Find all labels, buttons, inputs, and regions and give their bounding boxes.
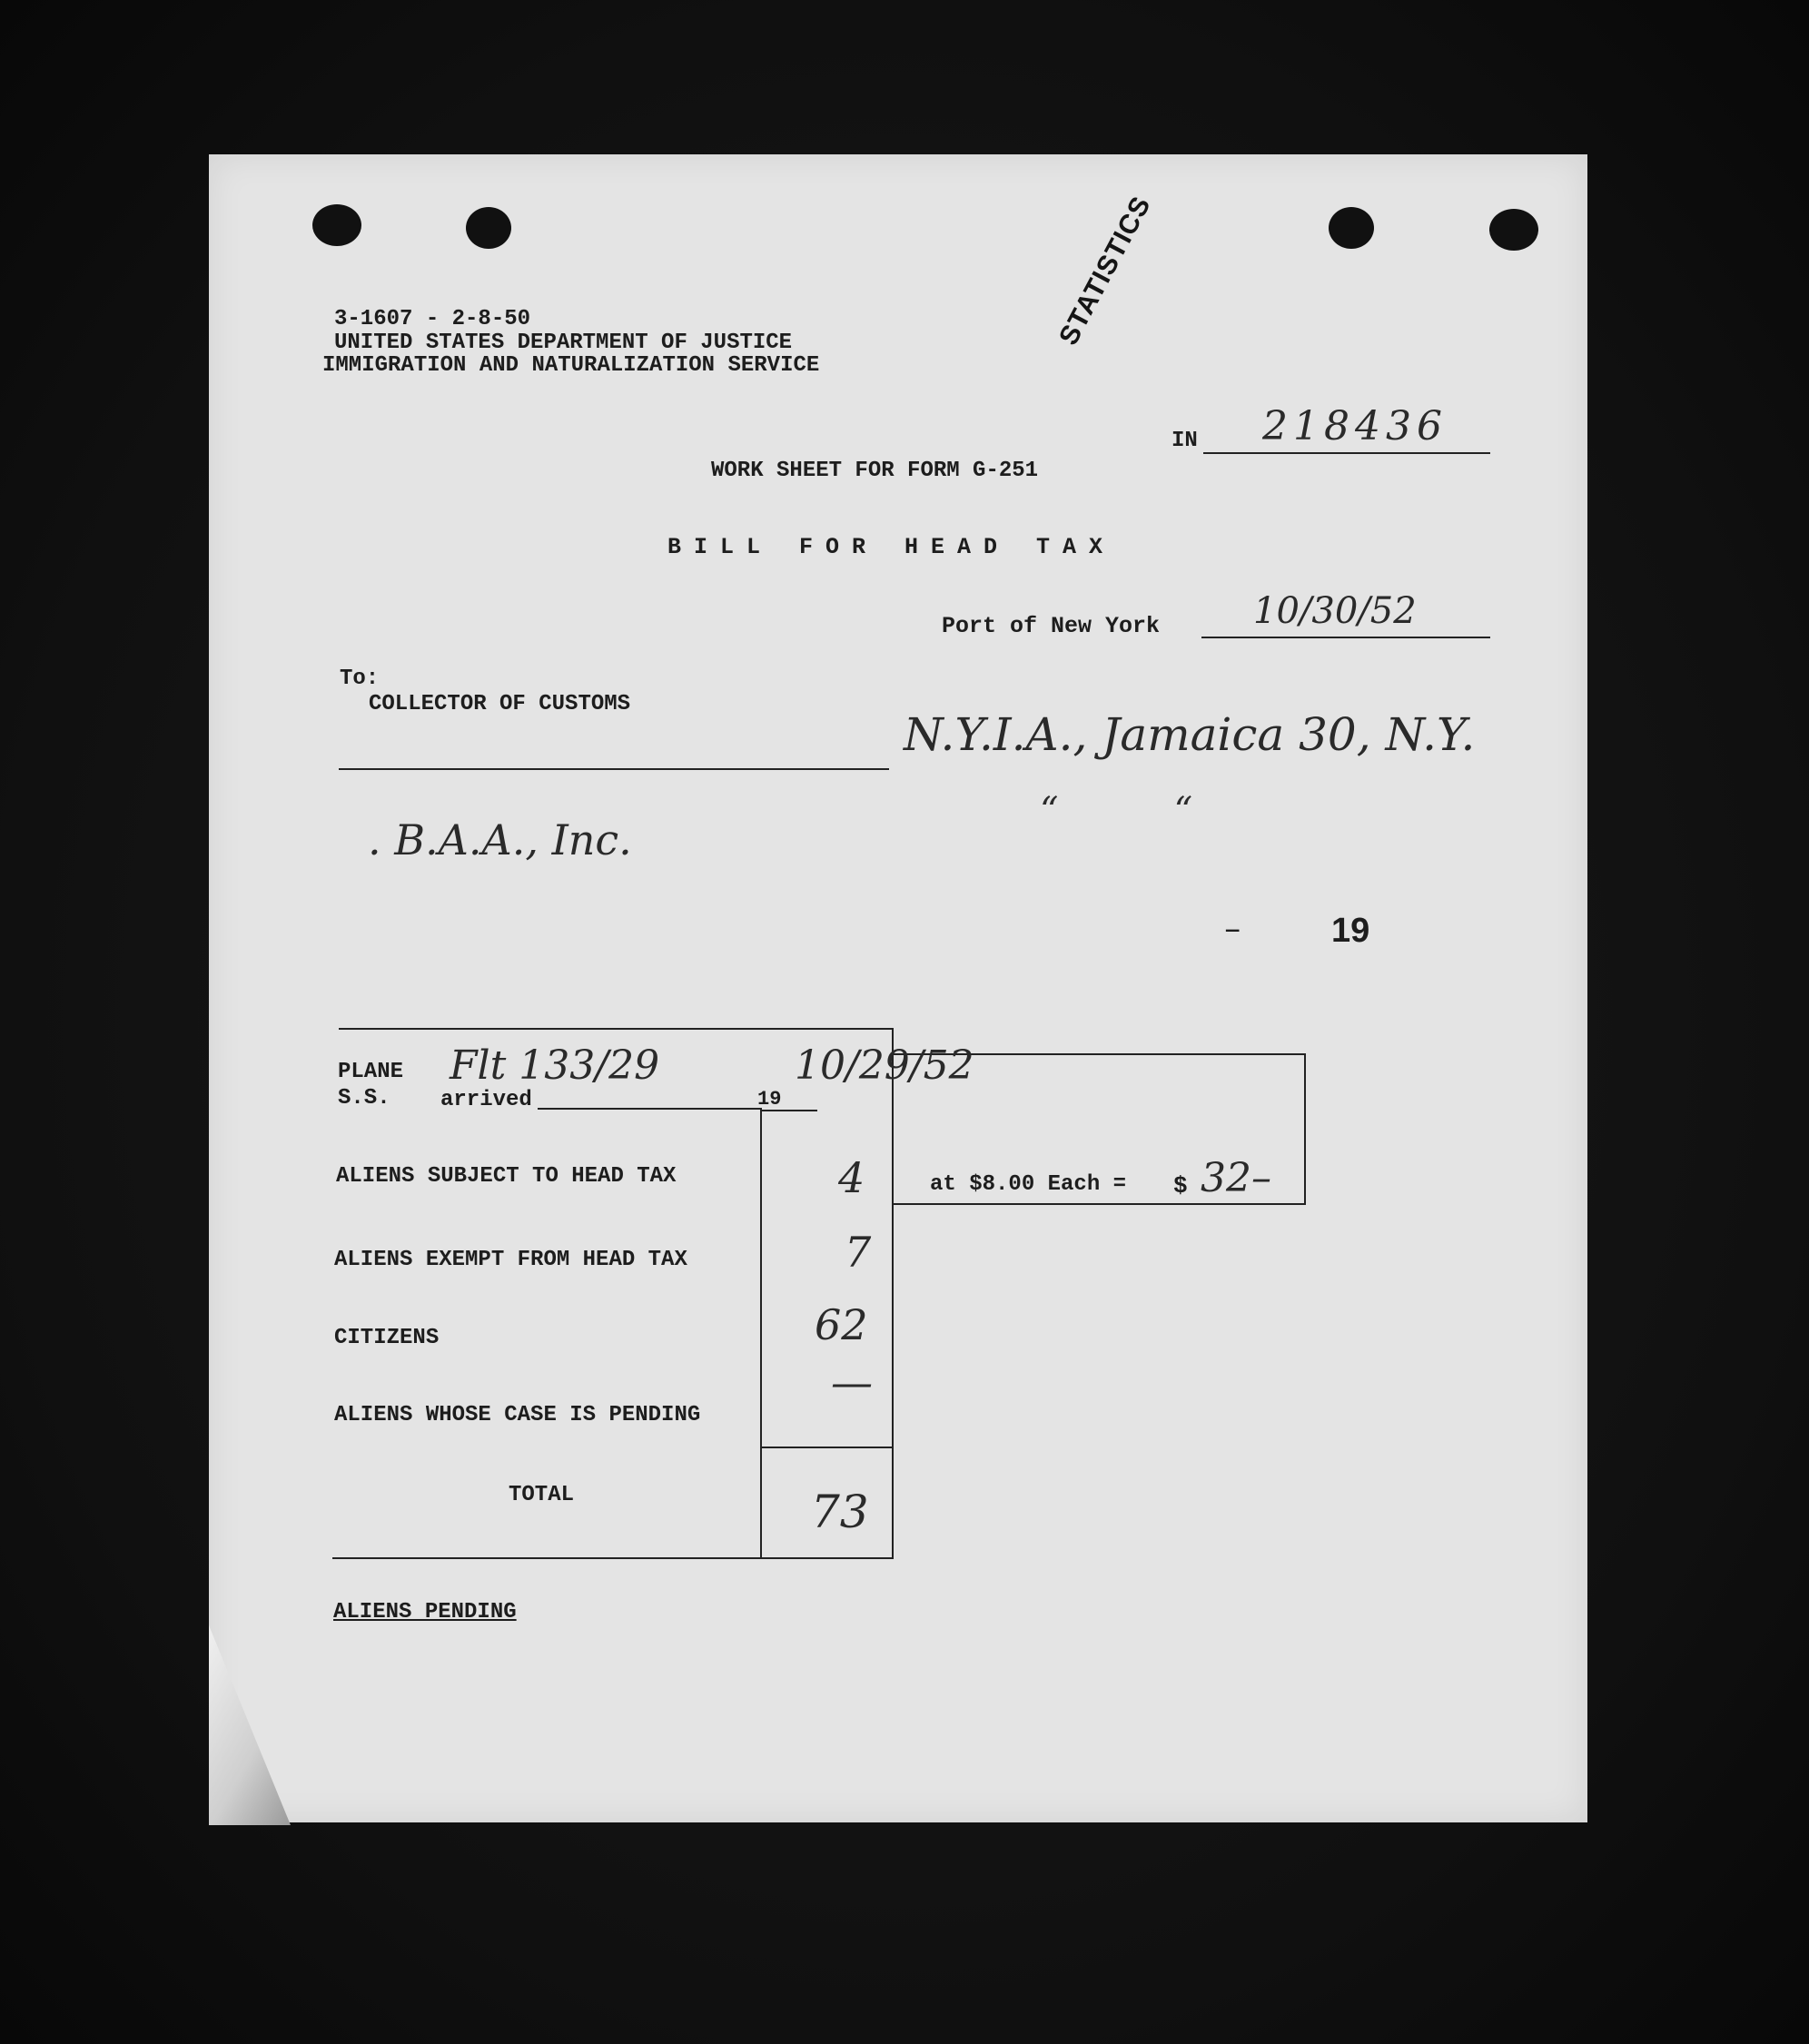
- handwritten-location: N.Y.I.A., Jamaica 30, N.Y.: [904, 708, 1476, 761]
- aliens-pending-heading: ALIENS PENDING: [333, 1600, 517, 1624]
- plane-label: PLANE: [338, 1060, 404, 1084]
- tax-amount: 32–: [1201, 1155, 1271, 1201]
- arrived-label: arrived: [440, 1088, 532, 1112]
- ditto-marks: “ “: [1040, 790, 1193, 832]
- rate-box-bottom: [894, 1203, 1306, 1205]
- value-column-left-rule: [760, 1108, 762, 1559]
- table-bottom-rule: [332, 1557, 894, 1559]
- table-top-rule: [339, 1028, 893, 1030]
- statistics-stamp: STATISTICS: [1053, 191, 1157, 351]
- collector-label: COLLECTOR OF CUSTOMS: [369, 692, 631, 716]
- in-label: IN: [1171, 429, 1198, 453]
- rate-box-right: [1304, 1053, 1306, 1205]
- table-right-rule: [892, 1028, 894, 1559]
- collector-underline: [339, 768, 889, 770]
- row-value-pending: —: [831, 1358, 873, 1407]
- year-label: 19: [1331, 912, 1370, 950]
- row-value-exempt: 7: [845, 1228, 872, 1277]
- row-label-citizens: CITIZENS: [334, 1326, 440, 1350]
- total-top-rule: [760, 1447, 894, 1448]
- ss-label: S.S.: [338, 1086, 390, 1111]
- row-label-exempt: ALIENS EXEMPT FROM HEAD TAX: [334, 1248, 687, 1272]
- year-dash: —: [1226, 919, 1240, 943]
- in-number-underline: [1203, 452, 1490, 454]
- punch-hole: [1329, 207, 1374, 249]
- in-number-value: 218436: [1262, 403, 1448, 449]
- port-date: 10/30/52: [1253, 590, 1417, 632]
- punch-hole: [466, 207, 511, 249]
- arrival-date: 10/29/52: [795, 1042, 974, 1089]
- total-value: 73: [811, 1486, 869, 1538]
- to-label: To:: [340, 667, 380, 691]
- year-prefix: 19: [757, 1088, 782, 1111]
- form-number: 3-1607 - 2-8-50: [334, 307, 531, 331]
- punch-hole: [312, 204, 361, 246]
- tax-currency: $: [1173, 1172, 1188, 1200]
- handwritten-company: . B.A.A., Inc.: [368, 815, 632, 864]
- arrived-underline: [538, 1108, 760, 1110]
- total-label: TOTAL: [509, 1483, 575, 1507]
- bill-title: BILL FOR HEAD TAX: [667, 534, 1116, 560]
- row-value-subject: 4: [838, 1153, 865, 1202]
- row-value-citizens: 62: [815, 1300, 868, 1349]
- department-name: UNITED STATES DEPARTMENT OF JUSTICE: [334, 331, 793, 355]
- row-label-pending: ALIENS WHOSE CASE IS PENDING: [334, 1403, 701, 1427]
- tax-rate-text: at $8.00 Each =: [930, 1172, 1127, 1197]
- work-sheet-title: WORK SHEET FOR FORM G-251: [711, 459, 1039, 483]
- row-label-subject: ALIENS SUBJECT TO HEAD TAX: [336, 1164, 677, 1189]
- port-date-underline: [1201, 637, 1490, 638]
- flight-value: Flt 133/29: [450, 1042, 660, 1089]
- service-name: IMMIGRATION AND NATURALIZATION SERVICE: [322, 353, 820, 378]
- port-label: Port of New York: [942, 613, 1161, 639]
- punch-hole: [1489, 209, 1538, 251]
